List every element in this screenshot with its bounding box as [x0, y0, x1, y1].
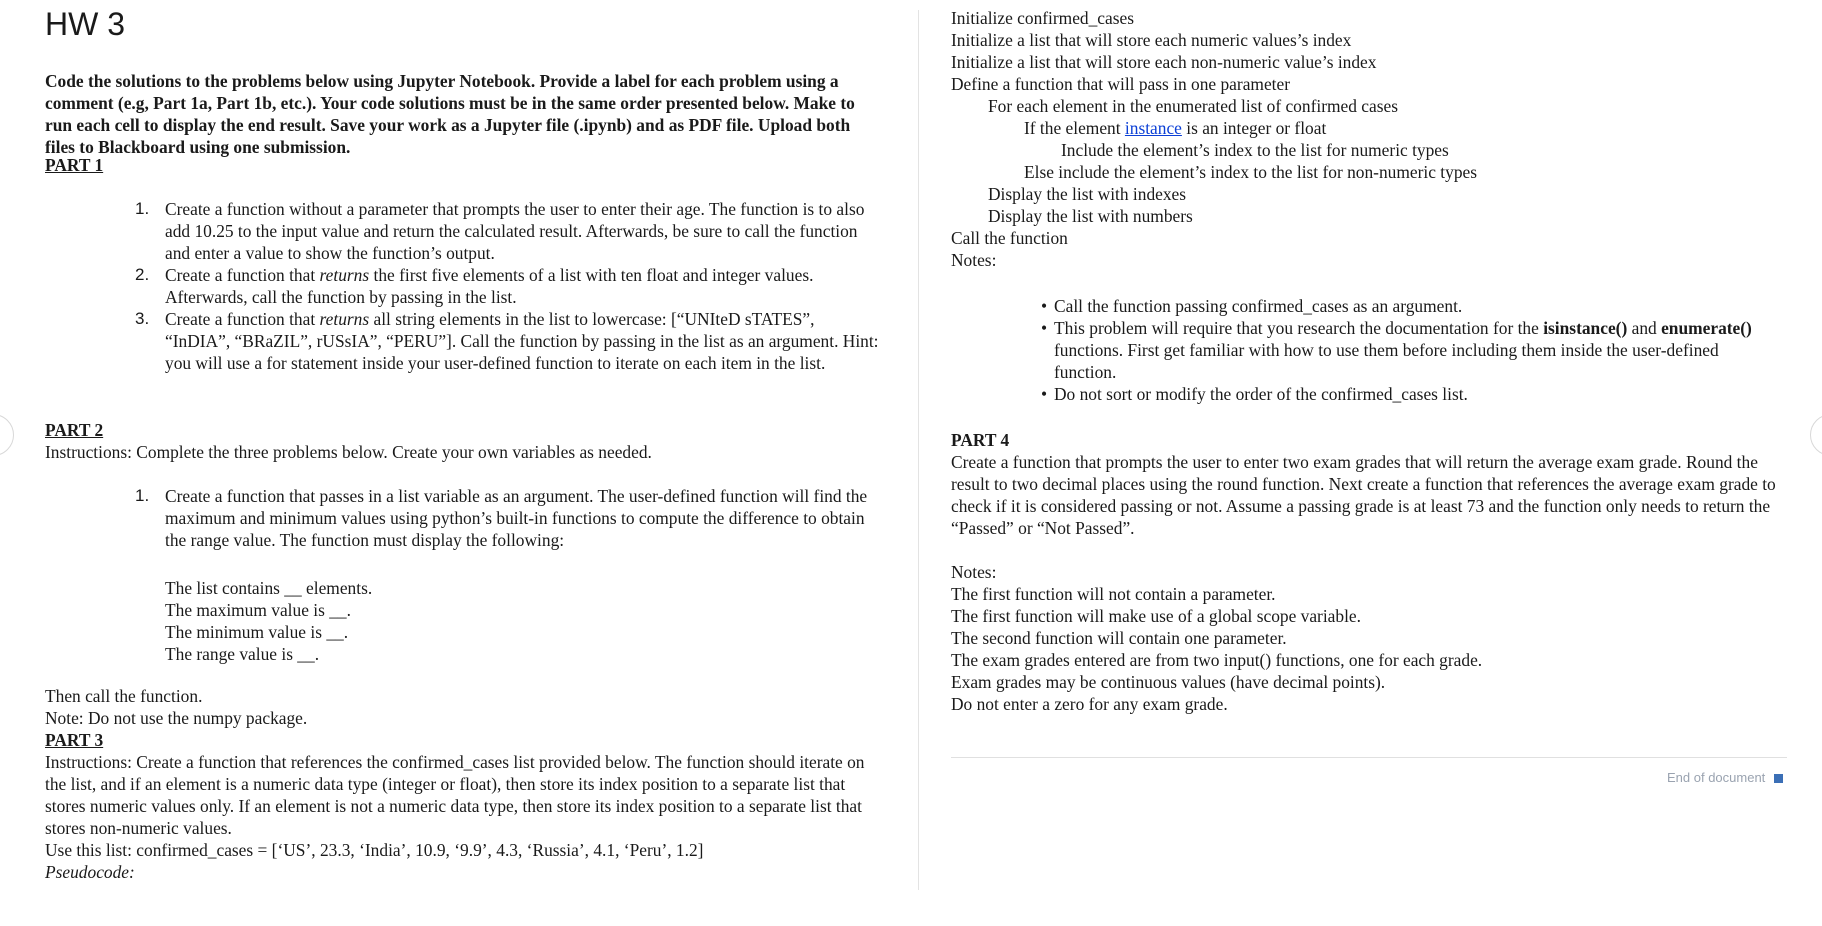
pseudo-line: Else include the element’s index to the list for non-numeric types: [1024, 162, 1478, 182]
intro-paragraph: Code the solutions to the problems below using Jupyter Notebook. Provide a label for each problem using a comment (e.g, Part 1a, Part 1b, etc.). Your code solutions must be in the same order presented below. Make to run each cell to display the end result. Save your work as a Jupyter file (.ipynb) and as PDF file. Upload both files to Blackboard using one submission.: [45, 71, 855, 157]
pseudo-line: Initialize confirmed_cases: [951, 8, 1135, 28]
item-text-emphasis: returns: [319, 309, 370, 329]
document-title: HW 3: [45, 6, 125, 42]
item-text: Create a function without a parameter that prompts the user to enter their age. The function is to also add 10.25 to the input value and return the calculated result. Afterwards, be sure to call the function and enter a value to show the function’s output.: [165, 199, 865, 263]
display-line: The maximum value is __.: [165, 600, 351, 620]
bullet-dot-icon: •: [1041, 296, 1048, 316]
bullet-text: Call the function passing confirmed_cases as an argument.: [1054, 296, 1463, 316]
part4-body: Create a function that prompts the user to enter two exam grades that will return the average exam grade. Round the result to two decimal places using the round function. Next create a function that references the average exam grade to check if it is considered passing or not. Assume a passing grade is at least 73 and the function only needs to return the “Passed” or “Not Passed”.: [951, 452, 1776, 538]
bullet-item: [1041, 317, 1761, 383]
display-line: The list contains __ elements.: [165, 578, 373, 598]
part3-instructions: Instructions: Create a function that references the confirmed_cases list provided below. The function should iterate on the list, and if an element is a numeric data type (integer or float), then store its index position to a separate list that stores numeric values only. If an element is not a numeric data type, then store its index position to a separate list that stores non-numeric values.: [45, 752, 865, 838]
item-text-pre: Create a function that: [165, 309, 320, 329]
item-text-pre: Create a function that: [165, 265, 320, 285]
item-text-post: all string elements in the list to lowercase: [“UNIteD sTATES”, “InDIA”, “BRaZIL”, rUSsIA”, “PERU”]. Call the function by passing in the list as an argument. Hint: you will use a for statement inside your user-defined function to iterate on each item in the list.: [165, 309, 879, 373]
display-line: The range value is __.: [165, 644, 320, 664]
part2-then: Then call the function.: [45, 686, 203, 706]
pseudo-line: Initialize a list that will store each non-numeric value’s index: [951, 52, 1377, 72]
pseudo-line: Define a function that will pass in one parameter: [951, 74, 1290, 94]
list-item: [135, 264, 880, 308]
next-page-button[interactable]: [1810, 414, 1822, 456]
list-item: [135, 308, 880, 374]
bullet-text: and: [1627, 318, 1662, 338]
bullet-bold-term: enumerate(): [1661, 318, 1752, 338]
bullet-text: Do not sort or modify the order of the confirmed_cases list.: [1054, 384, 1468, 404]
item-text-emphasis: returns: [319, 265, 370, 285]
note-line: The first function will make use of a global scope variable.: [951, 606, 1361, 626]
note-line: Do not enter a zero for any exam grade.: [951, 694, 1228, 714]
end-of-document-text: End of document: [1667, 770, 1766, 785]
item-number: 2.: [135, 265, 150, 284]
end-of-document-marker: [1667, 770, 1783, 785]
bullet-item: [1041, 383, 1761, 405]
end-square-icon: [1774, 774, 1783, 783]
pseudo-line: Display the list with indexes: [988, 184, 1187, 204]
list-item: [135, 485, 885, 551]
part4-heading: PART 4: [951, 430, 1010, 450]
item-number: 3.: [135, 309, 150, 328]
bullet-dot-icon: •: [1041, 384, 1048, 404]
pseudo-text: If the element: [1024, 118, 1125, 138]
part3-notes-list: [1041, 295, 1761, 405]
pseudo-line: [1024, 117, 1326, 139]
note-line: Exam grades may be continuous values (have decimal points).: [951, 672, 1386, 692]
bullet-item: [1041, 295, 1761, 317]
pseudo-line: Notes:: [951, 250, 997, 270]
part3-use-list: Use this list: confirmed_cases = [‘US’, 23.3, ‘India’, 10.9, ‘9.9’, 4.3, ‘Russia’, 4.1, ‘Peru’, 1.2]: [45, 840, 704, 860]
part3-heading: PART 3: [45, 730, 104, 750]
list-item: [135, 198, 880, 264]
pseudo-line: Initialize a list that will store each numeric values’s index: [951, 30, 1352, 50]
column-divider: [918, 10, 919, 890]
part2-note: Note: Do not use the numpy package.: [45, 708, 308, 728]
instance-link[interactable]: instance: [1124, 118, 1182, 138]
part1-list: [135, 198, 880, 374]
pseudo-line: Call the function: [951, 228, 1068, 248]
pseudocode-label: Pseudocode:: [45, 862, 135, 882]
pseudo-line: For each element in the enumerated list of confirmed cases: [988, 96, 1398, 116]
bullet-bold-term: isinstance(): [1543, 318, 1628, 338]
part4-notes: [951, 583, 1482, 715]
pseudo-line: Display the list with numbers: [988, 206, 1193, 226]
end-divider: [951, 757, 1787, 758]
part2-instructions: Instructions: Complete the three problems below. Create your own variables as needed.: [45, 442, 652, 462]
item-text: Create a function that passes in a list variable as an argument. The user-defined function will find the maximum and minimum values using python’s built-in functions to compute the difference to obtain the range value. The function must display the following:: [165, 486, 868, 550]
part4-notes-label: Notes:: [951, 562, 997, 582]
display-template-lines: [165, 577, 372, 665]
note-line: The exam grades entered are from two input() functions, one for each grade.: [951, 650, 1483, 670]
previous-page-button[interactable]: [0, 414, 14, 456]
note-line: The second function will contain one parameter.: [951, 628, 1287, 648]
item-number: 1.: [135, 199, 150, 218]
part2-heading: PART 2: [45, 420, 104, 440]
pseudo-line: Include the element’s index to the list for numeric types: [1061, 140, 1449, 160]
part1-heading: PART 1: [45, 155, 104, 175]
pseudo-text: is an integer or float: [1181, 118, 1327, 138]
bullet-text: functions. First get familiar with how to use them before including them inside the user-defined function.: [1054, 340, 1719, 382]
item-text-post: the first five elements of a list with ten float and integer values. Afterwards, call the function by passing in the list.: [165, 265, 814, 307]
bullet-text: This problem will require that you research the documentation for the: [1054, 318, 1544, 338]
bullet-dot-icon: •: [1041, 318, 1048, 338]
part2-list: [135, 485, 885, 551]
note-line: The first function will not contain a parameter.: [951, 584, 1276, 604]
display-line: The minimum value is __.: [165, 622, 349, 642]
item-number: 1.: [135, 486, 150, 505]
